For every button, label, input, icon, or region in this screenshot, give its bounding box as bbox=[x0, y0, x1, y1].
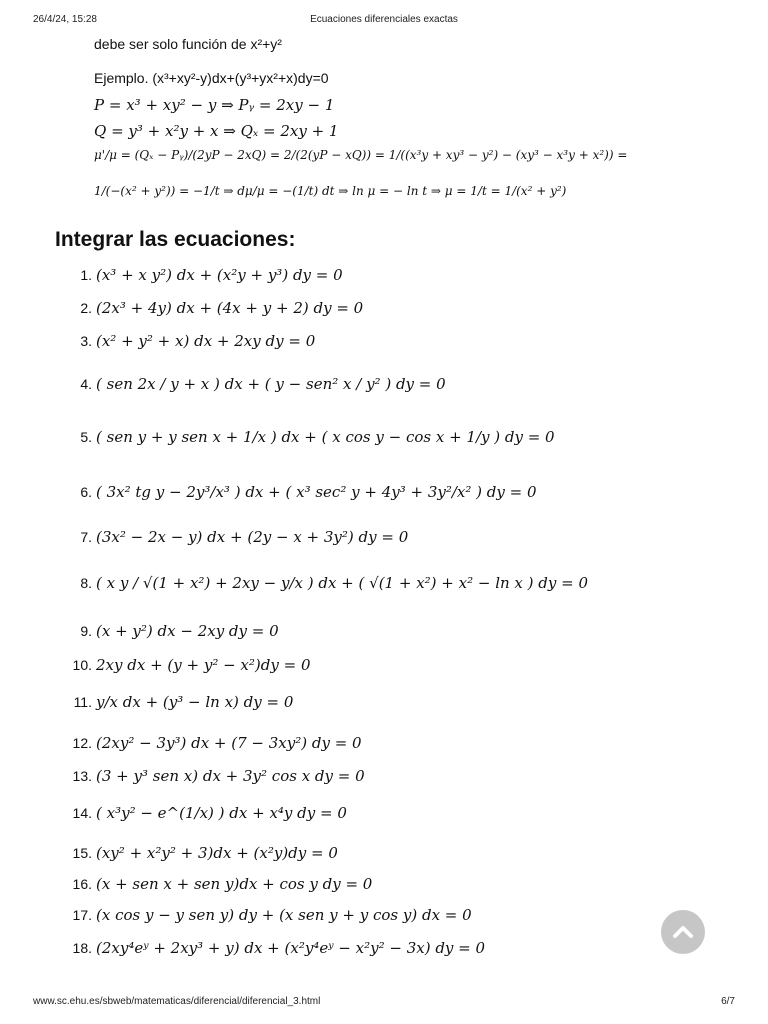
exercise-item bbox=[64, 691, 293, 721]
exercise-equation: (x + y²) dx − 2xy dy = 0 bbox=[96, 621, 279, 640]
exercise-equation: (x² + y² + x) dx + 2xy dy = 0 bbox=[96, 331, 316, 350]
exercise-number: 13. bbox=[72, 767, 92, 784]
exercise-number: 10. bbox=[72, 656, 92, 673]
exercise-item bbox=[64, 426, 555, 456]
example-P-line: P = x³ + xy² − y ⇒ Pᵧ = 2xy − 1 bbox=[94, 96, 335, 114]
exercise-item bbox=[64, 937, 485, 967]
exercise-item bbox=[64, 297, 363, 327]
exercise-item bbox=[64, 572, 588, 602]
exercise-number: 17. bbox=[72, 906, 92, 923]
example-result-line: 1/(−(x² + y²)) = −1/t ⇒ dμ/μ = −(1/t) dt ⇒ ln μ = − ln t ⇒ μ = 1/t = 1/(x² + y²) bbox=[94, 184, 567, 198]
exercise-number: 12. bbox=[72, 734, 92, 751]
print-footer bbox=[0, 996, 768, 1010]
exercise-equation: ( sen 2x / y + x ) dx + ( y − sen² x / y² ) dy = 0 bbox=[96, 374, 446, 393]
exercise-number: 9. bbox=[80, 622, 92, 639]
exercise-item bbox=[64, 873, 372, 903]
exercise-equation: (2x³ + 4y) dx + (4x + y + 2) dy = 0 bbox=[96, 298, 364, 317]
print-datetime: 26/4/24, 15:28 bbox=[33, 14, 97, 25]
exercise-number: 11. bbox=[73, 693, 92, 710]
exercise-number: 8. bbox=[80, 574, 92, 591]
exercise-item bbox=[64, 765, 365, 795]
example-heading: Ejemplo. (x³+xy²-y)dx+(y³+yx²+x)dy=0 bbox=[94, 70, 329, 86]
exercise-number: 15. bbox=[72, 844, 92, 861]
exercise-number: 7. bbox=[80, 528, 92, 545]
exercise-item bbox=[64, 330, 315, 360]
exercise-equation: ( x y / √(1 + x²) + 2xy − y/x ) dx + ( √(1 + x²) + x² − ln x ) dy = 0 bbox=[96, 573, 589, 592]
example-mu-line: μ'/μ = (Qₓ − Pᵧ)/(2yP − 2xQ) = 2/(2(yP − xQ)) = 1/((x³y + xy³ − y²) − (xy³ − x³y + x²)) = bbox=[94, 148, 628, 162]
exercise-equation: (x cos y − y sen y) dy + (x sen y + y cos y) dx = 0 bbox=[96, 905, 472, 924]
exercise-number: 6. bbox=[80, 483, 92, 500]
exercise-item bbox=[64, 654, 310, 684]
scroll-to-top-button[interactable] bbox=[661, 910, 705, 954]
chevron-up-icon bbox=[670, 919, 696, 945]
exercise-item bbox=[64, 264, 343, 294]
exercise-item bbox=[64, 802, 347, 832]
print-page-title: Ecuaciones diferenciales exactas bbox=[310, 14, 458, 25]
exercise-equation: (x + sen x + sen y)dx + cos y dy = 0 bbox=[96, 874, 373, 893]
exercise-equation: 2xy dx + (y + y² − x²)dy = 0 bbox=[96, 655, 311, 674]
exercise-number: 5. bbox=[80, 428, 92, 445]
exercise-item bbox=[64, 481, 537, 511]
example-Q-line: Q = y³ + x²y + x ⇒ Qₓ = 2xy + 1 bbox=[94, 122, 339, 140]
page-number: 6/7 bbox=[721, 996, 735, 1007]
exercise-number: 16. bbox=[72, 875, 92, 892]
exercise-equation: (3 + y³ sen x) dx + 3y² cos x dy = 0 bbox=[96, 766, 365, 785]
exercise-item bbox=[64, 526, 408, 556]
exercise-number: 3. bbox=[80, 332, 92, 349]
intro-line-condition: debe ser solo función de x²+y² bbox=[94, 36, 282, 52]
page-url: www.sc.ehu.es/sbweb/matematicas/diferencial/diferencial_3.html bbox=[33, 996, 321, 1007]
exercise-item bbox=[64, 620, 279, 650]
exercise-equation: (2xy⁴eʸ + 2xy³ + y) dx + (x²y⁴eʸ − x²y² − 3x) dy = 0 bbox=[96, 938, 486, 957]
section-title: Integrar las ecuaciones: bbox=[55, 228, 296, 251]
exercise-item bbox=[64, 842, 338, 872]
exercise-number: 18. bbox=[72, 939, 92, 956]
exercise-equation: ( x³y² − e^(1/x) ) dx + x⁴y dy = 0 bbox=[96, 803, 347, 822]
exercise-equation: (xy² + x²y² + 3)dx + (x²y)dy = 0 bbox=[96, 843, 338, 862]
exercise-equation: y/x dx + (y³ − ln x) dy = 0 bbox=[96, 692, 294, 711]
exercise-number: 4. bbox=[80, 375, 92, 392]
exercise-item bbox=[64, 904, 472, 934]
exercise-equation: (x³ + x y²) dx + (x²y + y³) dy = 0 bbox=[96, 265, 343, 284]
exercise-equation: ( sen y + y sen x + 1/x ) dx + ( x cos y − cos x + 1/y ) dy = 0 bbox=[96, 427, 555, 446]
exercise-number: 1. bbox=[80, 266, 92, 283]
exercise-item bbox=[64, 373, 446, 403]
exercise-equation: (3x² − 2x − y) dx + (2y − x + 3y²) dy = 0 bbox=[96, 527, 409, 546]
exercise-equation: (2xy² − 3y³) dx + (7 − 3xy²) dy = 0 bbox=[96, 733, 362, 752]
exercise-number: 2. bbox=[80, 299, 92, 316]
exercise-number: 14. bbox=[72, 804, 92, 821]
exercise-item bbox=[64, 732, 362, 762]
exercise-equation: ( 3x² tg y − 2y³/x³ ) dx + ( x³ sec² y + 4y³ + 3y²/x² ) dy = 0 bbox=[96, 482, 537, 501]
